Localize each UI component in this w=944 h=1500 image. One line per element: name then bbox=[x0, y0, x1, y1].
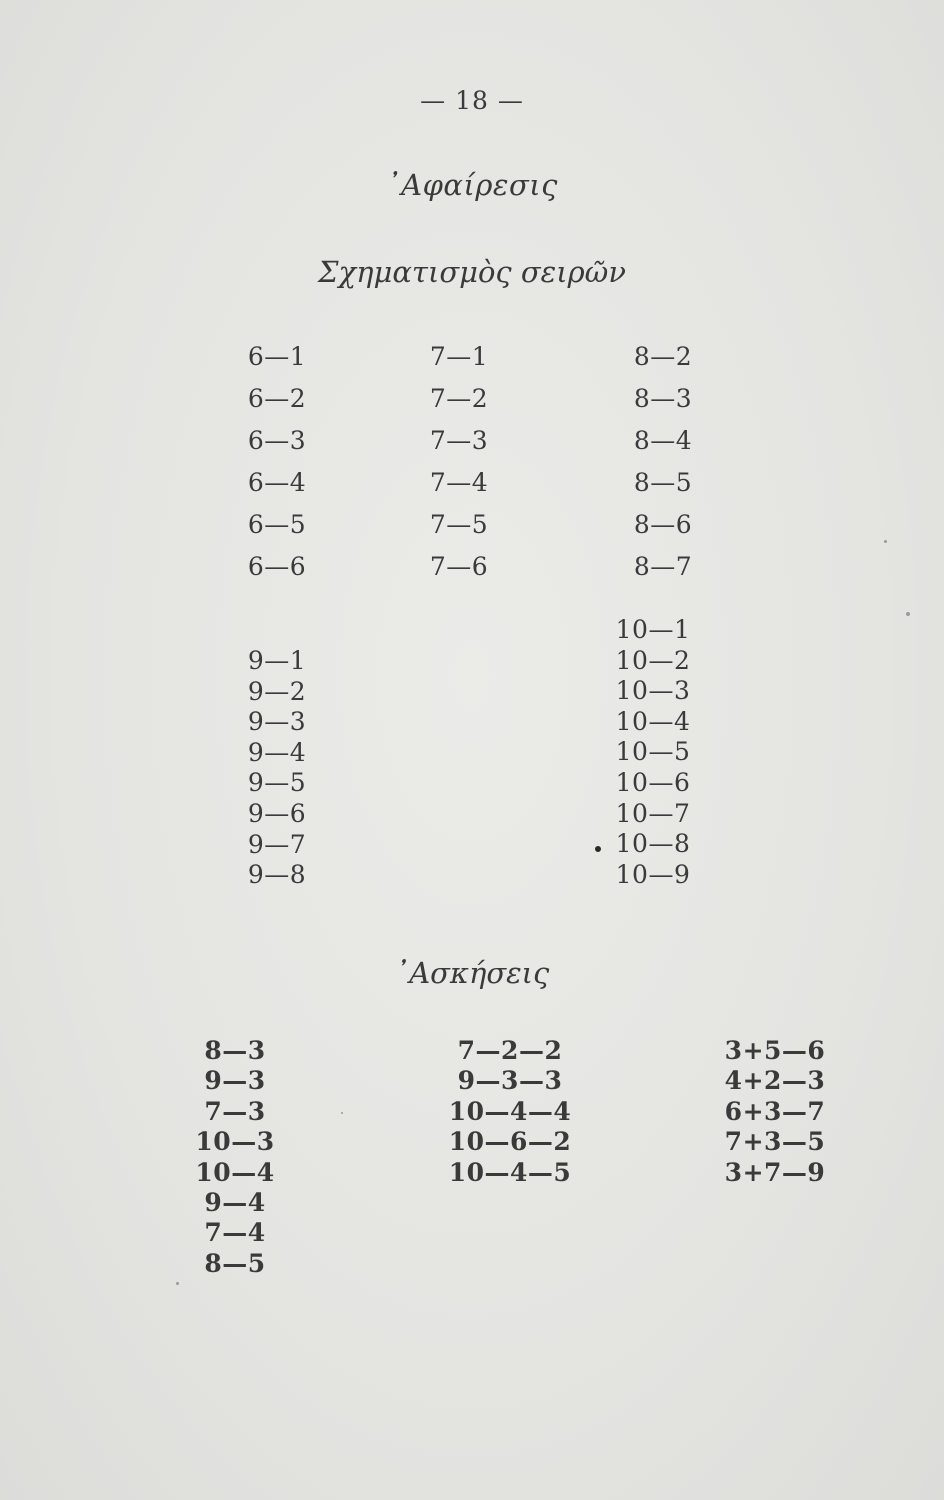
series-column bbox=[608, 336, 718, 588]
list-item: 10—7 bbox=[615, 798, 691, 828]
list-item: 8—2 bbox=[633, 342, 693, 371]
list-item: 10—4 bbox=[615, 706, 691, 736]
list-item: 9—8 bbox=[247, 860, 307, 890]
list-item: 9—5 bbox=[247, 768, 307, 798]
list-item: 9—7 bbox=[247, 829, 307, 859]
series-column bbox=[222, 336, 332, 588]
list-item: 7—4 bbox=[429, 468, 489, 497]
list-item: 7—2—2 bbox=[457, 1036, 563, 1065]
list-item: 7—3 bbox=[204, 1096, 266, 1126]
list-item: 8—6 bbox=[633, 510, 693, 539]
list-item: 9—1 bbox=[247, 646, 307, 675]
paper-speck bbox=[884, 540, 887, 543]
list-item: 9—3—3 bbox=[457, 1066, 563, 1096]
list-item: 10—2 bbox=[615, 645, 691, 675]
paper-speck bbox=[906, 612, 910, 616]
list-item: 6+3—7 bbox=[724, 1096, 826, 1126]
series-column bbox=[404, 336, 514, 588]
list-item: 10—6 bbox=[615, 767, 691, 797]
exercise-column bbox=[180, 1036, 290, 1279]
list-item: 10—6—2 bbox=[448, 1127, 572, 1157]
exercises-title: ᾿Ασκήσεις bbox=[394, 956, 550, 990]
series-column bbox=[222, 646, 332, 891]
list-item: 8—7 bbox=[633, 552, 693, 581]
paper-speck bbox=[341, 1112, 343, 1114]
list-item: 9—4 bbox=[204, 1187, 266, 1217]
list-item: 7—5 bbox=[429, 510, 489, 539]
list-item: 6—4 bbox=[247, 468, 307, 497]
page-number: — 18 — bbox=[420, 86, 524, 115]
list-item: 10—5 bbox=[615, 737, 691, 767]
list-item: 8—4 bbox=[633, 426, 693, 455]
list-item: 7—2 bbox=[429, 384, 489, 413]
list-item: 10—9 bbox=[615, 859, 691, 889]
list-item: 7—4 bbox=[204, 1218, 266, 1248]
paper-speck bbox=[176, 1282, 179, 1285]
list-item: 7—6 bbox=[429, 552, 489, 581]
exercise-column bbox=[430, 1036, 590, 1188]
series-column bbox=[598, 615, 708, 890]
list-item: 10—4—5 bbox=[448, 1157, 572, 1187]
list-item: 9—6 bbox=[247, 798, 307, 828]
list-item: 10—8 bbox=[615, 829, 691, 859]
list-item: 6—6 bbox=[247, 552, 307, 581]
list-item: 10—3 bbox=[615, 676, 691, 706]
list-item: 3+5—6 bbox=[724, 1036, 826, 1065]
list-item: 10—1 bbox=[615, 615, 691, 644]
list-item: 6—3 bbox=[247, 426, 307, 455]
list-item: 8—5 bbox=[204, 1248, 266, 1278]
list-item: 4+2—3 bbox=[724, 1066, 826, 1096]
list-item: 8—3 bbox=[633, 384, 693, 413]
section-subtitle: Σχηματισμὸς σειρῶν bbox=[318, 255, 626, 289]
list-item: 6—5 bbox=[247, 510, 307, 539]
list-item: 7—1 bbox=[429, 342, 489, 371]
list-item: 6—2 bbox=[247, 384, 307, 413]
list-item: 10—4 bbox=[195, 1157, 275, 1187]
list-item: 10—3 bbox=[195, 1127, 275, 1157]
list-item: 3+7—9 bbox=[724, 1157, 826, 1187]
list-item: 6—1 bbox=[247, 342, 307, 371]
list-item: 9—4 bbox=[247, 737, 307, 767]
ink-dot bbox=[595, 846, 601, 852]
exercise-column bbox=[700, 1036, 850, 1188]
list-item: 9—3 bbox=[204, 1066, 266, 1096]
list-item: 7+3—5 bbox=[724, 1127, 826, 1157]
list-item: 9—2 bbox=[247, 676, 307, 706]
section-title: ᾿Αφαίρεσις bbox=[386, 168, 558, 202]
list-item: 9—3 bbox=[247, 707, 307, 737]
list-item: 7—3 bbox=[429, 426, 489, 455]
list-item: 10—4—4 bbox=[448, 1096, 572, 1126]
list-item: 8—5 bbox=[633, 468, 693, 497]
list-item: 8—3 bbox=[204, 1036, 266, 1065]
